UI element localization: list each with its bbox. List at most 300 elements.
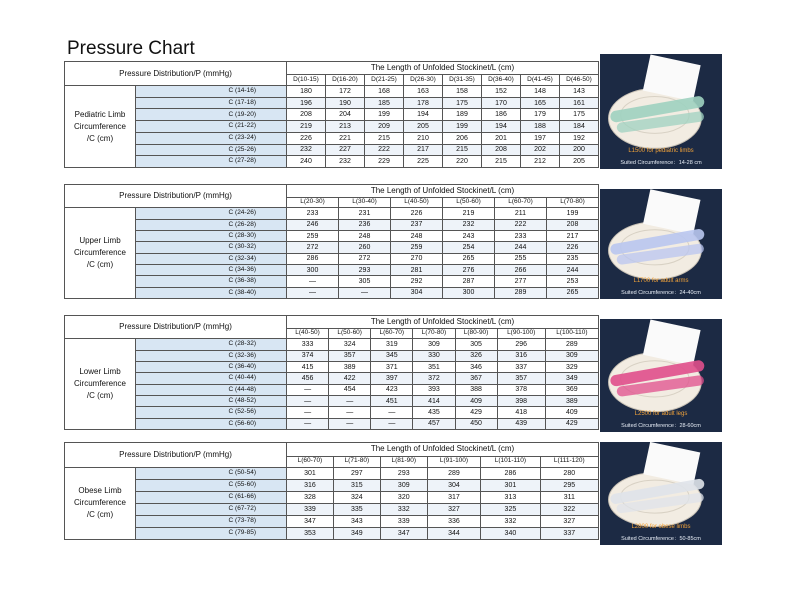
row-label: C (56-60) bbox=[136, 418, 287, 429]
table-cell: — bbox=[287, 395, 329, 406]
table-cell: 143 bbox=[560, 86, 599, 98]
pediatric-stockinet-photo bbox=[600, 54, 722, 169]
table-cell: 345 bbox=[371, 350, 413, 361]
table-cell: 197 bbox=[521, 132, 560, 144]
table-cell: 265 bbox=[443, 253, 495, 264]
column-header: L(50-60) bbox=[329, 328, 371, 339]
table-cell: 217 bbox=[404, 144, 443, 156]
column-header: L(91-100) bbox=[427, 456, 481, 467]
column-header: L(70-80) bbox=[413, 328, 455, 339]
table-cell: 326 bbox=[455, 350, 497, 361]
table-cell: 339 bbox=[287, 503, 334, 515]
table-cell: 300 bbox=[287, 264, 339, 275]
group-label-line: Lower Limb bbox=[79, 367, 121, 377]
page-title: Pressure Chart bbox=[67, 38, 195, 59]
table-cell: 188 bbox=[521, 121, 560, 133]
table-cell: 409 bbox=[455, 395, 497, 406]
table-cell: 289 bbox=[495, 287, 547, 298]
photo-caption: L1500 for pediatric limbs bbox=[628, 148, 694, 154]
table-row bbox=[65, 515, 599, 527]
table-cell: 208 bbox=[287, 109, 326, 121]
suited-circumference-caption: Suited Circumference：24-40cm bbox=[621, 290, 701, 296]
table-cell: 344 bbox=[427, 527, 481, 539]
table-cell: 393 bbox=[413, 384, 455, 395]
table-cell: 398 bbox=[497, 395, 545, 406]
upper-limb-pressure-table bbox=[64, 184, 599, 299]
table-row bbox=[65, 527, 599, 539]
row-label: C (67-72) bbox=[136, 503, 287, 515]
table-cell: 185 bbox=[365, 97, 404, 109]
table-cell: 343 bbox=[333, 515, 380, 527]
table-cell: 292 bbox=[391, 276, 443, 287]
table-cell: 328 bbox=[287, 491, 334, 503]
table-row bbox=[65, 144, 599, 156]
table-cell: 220 bbox=[443, 156, 482, 168]
table-row bbox=[65, 395, 599, 406]
table-cell: — bbox=[287, 384, 329, 395]
table-cell: 232 bbox=[287, 144, 326, 156]
table-cell: 215 bbox=[443, 144, 482, 156]
table-cell: — bbox=[371, 418, 413, 429]
column-header: L(80-90) bbox=[455, 328, 497, 339]
table-cell: 244 bbox=[547, 264, 599, 275]
table-cell: 371 bbox=[371, 362, 413, 373]
table-cell: 248 bbox=[339, 231, 391, 242]
column-header: L(71-80) bbox=[333, 456, 380, 467]
table-cell: 304 bbox=[427, 479, 481, 491]
table-cell: 190 bbox=[326, 97, 365, 109]
group-label-line: Obese Limb bbox=[78, 486, 122, 496]
table-cell: 194 bbox=[482, 121, 521, 133]
column-header: L(40-50) bbox=[391, 197, 443, 208]
table-sub-header: The Length of Unfolded Stockinet/L (cm) bbox=[287, 185, 599, 198]
column-header: D(46-50) bbox=[560, 75, 599, 86]
table-row bbox=[65, 231, 599, 242]
table-row bbox=[65, 253, 599, 264]
table-cell: 235 bbox=[547, 253, 599, 264]
table-cell: 322 bbox=[540, 503, 598, 515]
table-cell: 293 bbox=[380, 467, 427, 479]
table-cell: 317 bbox=[427, 491, 481, 503]
table-cell: 161 bbox=[560, 97, 599, 109]
group-label-line: Upper Limb bbox=[79, 236, 121, 246]
table-cell: 277 bbox=[495, 276, 547, 287]
table-cell: 170 bbox=[482, 97, 521, 109]
table-cell: — bbox=[287, 418, 329, 429]
table-cell: 219 bbox=[287, 121, 326, 133]
table-cell: 199 bbox=[547, 208, 599, 219]
obese-limb-stockinet-photo bbox=[600, 442, 722, 545]
table-cell: 378 bbox=[497, 384, 545, 395]
row-label: C (28-32) bbox=[136, 339, 287, 350]
row-label: C (32-34) bbox=[136, 253, 287, 264]
table-cell: 208 bbox=[482, 144, 521, 156]
table-row bbox=[65, 384, 599, 395]
table-cell: 226 bbox=[287, 132, 326, 144]
table-cell: 388 bbox=[455, 384, 497, 395]
table-cell: 304 bbox=[391, 287, 443, 298]
table-cell: 374 bbox=[287, 350, 329, 361]
group-label bbox=[65, 208, 136, 299]
photo-caption: L2800 for obese limbs bbox=[631, 524, 691, 530]
table-cell: 367 bbox=[455, 373, 497, 384]
column-header: L(100-110) bbox=[545, 328, 598, 339]
table-cell: 219 bbox=[443, 208, 495, 219]
row-label: C (36-40) bbox=[136, 362, 287, 373]
table-cell: 418 bbox=[497, 407, 545, 418]
pediatric-pressure-table bbox=[64, 61, 599, 168]
suited-circumference-caption: Suited Circumference：14-28 cm bbox=[620, 160, 702, 166]
table-row bbox=[65, 418, 599, 429]
column-header: L(60-70) bbox=[495, 197, 547, 208]
table-cell: 357 bbox=[497, 373, 545, 384]
table-cell: 435 bbox=[413, 407, 455, 418]
table-cell: 272 bbox=[339, 253, 391, 264]
table-cell: 319 bbox=[371, 339, 413, 350]
suited-circumference-caption: Suited Circumference：50-85cm bbox=[621, 536, 701, 542]
table-cell: 281 bbox=[391, 264, 443, 275]
table-cell: 175 bbox=[560, 109, 599, 121]
table-cell: 409 bbox=[545, 407, 598, 418]
table-cell: 347 bbox=[380, 527, 427, 539]
column-header: D(16-20) bbox=[326, 75, 365, 86]
table-cell: 178 bbox=[404, 97, 443, 109]
table-row bbox=[65, 132, 599, 144]
table-cell: — bbox=[329, 395, 371, 406]
table-row bbox=[65, 208, 599, 219]
table-cell: 243 bbox=[443, 231, 495, 242]
table-cell: 213 bbox=[326, 121, 365, 133]
table-cell: 211 bbox=[495, 208, 547, 219]
table-cell: 199 bbox=[365, 109, 404, 121]
table-cell: 189 bbox=[443, 109, 482, 121]
table-cell: 199 bbox=[443, 121, 482, 133]
table-cell: 202 bbox=[521, 144, 560, 156]
row-label: C (32-36) bbox=[136, 350, 287, 361]
table-cell: 194 bbox=[404, 109, 443, 121]
column-header: L(111-120) bbox=[540, 456, 598, 467]
table-cell: 296 bbox=[497, 339, 545, 350]
table-row bbox=[65, 503, 599, 515]
table-cell: 233 bbox=[287, 208, 339, 219]
table-cell: 336 bbox=[427, 515, 481, 527]
table-cell: 454 bbox=[329, 384, 371, 395]
table-cell: 337 bbox=[540, 527, 598, 539]
table-cell: 337 bbox=[497, 362, 545, 373]
lower-limb-pressure-table bbox=[64, 315, 599, 430]
group-label-line: /C (cm) bbox=[86, 260, 114, 270]
photo-caption: L2500 for adult legs bbox=[634, 411, 688, 417]
table-cell: 259 bbox=[287, 231, 339, 242]
table-row bbox=[65, 287, 599, 298]
row-label: C (26-28) bbox=[136, 219, 287, 230]
table-cell: 353 bbox=[287, 527, 334, 539]
table-cell: 222 bbox=[365, 144, 404, 156]
table-cell: 280 bbox=[540, 467, 598, 479]
column-header: D(41-45) bbox=[521, 75, 560, 86]
table-cell: — bbox=[287, 276, 339, 287]
column-header: D(31-35) bbox=[443, 75, 482, 86]
table-cell: 196 bbox=[287, 97, 326, 109]
table-cell: 324 bbox=[329, 339, 371, 350]
table-cell: 208 bbox=[547, 219, 599, 230]
row-label: C (48-52) bbox=[136, 395, 287, 406]
table-cell: 215 bbox=[482, 156, 521, 168]
table-cell: 309 bbox=[380, 479, 427, 491]
table-cell: 293 bbox=[339, 264, 391, 275]
table-cell: 226 bbox=[547, 242, 599, 253]
table-cell: 305 bbox=[339, 276, 391, 287]
table-cell: 311 bbox=[540, 491, 598, 503]
table-row bbox=[65, 264, 599, 275]
table-cell: 179 bbox=[521, 109, 560, 121]
column-header: L(60-70) bbox=[287, 456, 334, 467]
table-cell: 286 bbox=[287, 253, 339, 264]
table-cell: 450 bbox=[455, 418, 497, 429]
table-cell: 260 bbox=[339, 242, 391, 253]
table-cell: 165 bbox=[521, 97, 560, 109]
table-cell: 152 bbox=[482, 86, 521, 98]
table-cell: 456 bbox=[287, 373, 329, 384]
table-cell: 205 bbox=[404, 121, 443, 133]
table-row bbox=[65, 467, 599, 479]
table-cell: 349 bbox=[545, 373, 598, 384]
table-cell: 254 bbox=[443, 242, 495, 253]
table-cell: 339 bbox=[380, 515, 427, 527]
table-cell: 259 bbox=[391, 242, 443, 253]
table-row bbox=[65, 407, 599, 418]
table-cell: 163 bbox=[404, 86, 443, 98]
group-label-line: Circumference bbox=[73, 121, 126, 131]
table-cell: 439 bbox=[497, 418, 545, 429]
table-cell: 347 bbox=[287, 515, 334, 527]
table-cell: 309 bbox=[545, 350, 598, 361]
table-sub-header: The Length of Unfolded Stockinet/L (cm) bbox=[287, 62, 599, 75]
table-cell: 210 bbox=[404, 132, 443, 144]
table-cell: — bbox=[329, 418, 371, 429]
table-cell: 225 bbox=[404, 156, 443, 168]
row-label: C (79-85) bbox=[136, 527, 287, 539]
table-cell: 422 bbox=[329, 373, 371, 384]
table-cell: 351 bbox=[413, 362, 455, 373]
table-cell: 289 bbox=[427, 467, 481, 479]
table-cell: 168 bbox=[365, 86, 404, 98]
table-row bbox=[65, 156, 599, 168]
table-cell: 330 bbox=[413, 350, 455, 361]
table-cell: 192 bbox=[560, 132, 599, 144]
table-cell: 172 bbox=[326, 86, 365, 98]
row-label: C (52-56) bbox=[136, 407, 287, 418]
table-cell: 276 bbox=[443, 264, 495, 275]
table-cell: — bbox=[287, 407, 329, 418]
column-header: D(21-25) bbox=[365, 75, 404, 86]
row-label: C (30-32) bbox=[136, 242, 287, 253]
table-cell: 372 bbox=[413, 373, 455, 384]
table-row bbox=[65, 242, 599, 253]
table-cell: 389 bbox=[545, 395, 598, 406]
group-label-line: /C (cm) bbox=[86, 391, 114, 401]
table-cell: 232 bbox=[443, 219, 495, 230]
table-cell: — bbox=[329, 407, 371, 418]
table-cell: 397 bbox=[371, 373, 413, 384]
table-cell: 186 bbox=[482, 109, 521, 121]
table-cell: 415 bbox=[287, 362, 329, 373]
suited-circumference-caption: Suited Circumference：28-60cm bbox=[621, 423, 701, 429]
column-header: D(10-15) bbox=[287, 75, 326, 86]
table-cell: 229 bbox=[365, 156, 404, 168]
table-cell: 206 bbox=[443, 132, 482, 144]
table-cell: 215 bbox=[365, 132, 404, 144]
group-label-line: /C (cm) bbox=[86, 510, 114, 520]
row-label: C (25-26) bbox=[136, 144, 287, 156]
table-cell: 221 bbox=[326, 132, 365, 144]
table-cell: 253 bbox=[547, 276, 599, 287]
table-cell: 315 bbox=[333, 479, 380, 491]
table-cell: 272 bbox=[287, 242, 339, 253]
column-header: L(60-70) bbox=[371, 328, 413, 339]
table-sub-header: The Length of Unfolded Stockinet/L (cm) bbox=[287, 316, 599, 329]
row-label: C (44-48) bbox=[136, 384, 287, 395]
table-cell: 335 bbox=[333, 503, 380, 515]
table-cell: 240 bbox=[287, 156, 326, 168]
table-cell: 300 bbox=[443, 287, 495, 298]
table-cell: 333 bbox=[287, 339, 329, 350]
row-label: C (14-16) bbox=[136, 86, 287, 98]
row-label: C (36-38) bbox=[136, 276, 287, 287]
table-cell: 301 bbox=[481, 479, 540, 491]
table-cell: 180 bbox=[287, 86, 326, 98]
group-label-line: Circumference bbox=[73, 248, 126, 258]
table-row bbox=[65, 491, 599, 503]
table-row bbox=[65, 373, 599, 384]
table-cell: 232 bbox=[326, 156, 365, 168]
column-header: L(101-110) bbox=[481, 456, 540, 467]
table-cell: 349 bbox=[333, 527, 380, 539]
table-cell: 316 bbox=[497, 350, 545, 361]
table-cell: 313 bbox=[481, 491, 540, 503]
table-cell: 227 bbox=[326, 144, 365, 156]
table-row bbox=[65, 219, 599, 230]
table-cell: 205 bbox=[560, 156, 599, 168]
column-header: L(81-90) bbox=[380, 456, 427, 467]
table-cell: 325 bbox=[481, 503, 540, 515]
group-label bbox=[65, 86, 136, 168]
table-header-label: Pressure Distribution/P (mmHg) bbox=[65, 62, 287, 86]
table-cell: — bbox=[371, 407, 413, 418]
group-label-line: /C (cm) bbox=[86, 133, 114, 143]
table-row bbox=[65, 86, 599, 98]
table-cell: 209 bbox=[365, 121, 404, 133]
table-cell: 324 bbox=[333, 491, 380, 503]
table-row bbox=[65, 97, 599, 109]
table-header-label: Pressure Distribution/P (mmHg) bbox=[65, 316, 287, 339]
column-header: L(70-80) bbox=[547, 197, 599, 208]
table-cell: 429 bbox=[455, 407, 497, 418]
group-label bbox=[65, 339, 136, 430]
row-label: C (61-66) bbox=[136, 491, 287, 503]
row-label: C (40-44) bbox=[136, 373, 287, 384]
table-cell: 451 bbox=[371, 395, 413, 406]
table-cell: 201 bbox=[482, 132, 521, 144]
table-row bbox=[65, 121, 599, 133]
column-header: L(50-60) bbox=[443, 197, 495, 208]
table-cell: 389 bbox=[329, 362, 371, 373]
table-cell: 289 bbox=[545, 339, 598, 350]
row-label: C (19-20) bbox=[136, 109, 287, 121]
table-cell: 255 bbox=[495, 253, 547, 264]
table-cell: 212 bbox=[521, 156, 560, 168]
table-cell: 287 bbox=[443, 276, 495, 287]
row-label: C (55-60) bbox=[136, 479, 287, 491]
group-label-line: Pediatric Limb bbox=[74, 109, 126, 119]
table-cell: 429 bbox=[545, 418, 598, 429]
table-cell: 217 bbox=[547, 231, 599, 242]
table-cell: 329 bbox=[545, 362, 598, 373]
row-label: C (27-28) bbox=[136, 156, 287, 168]
column-header: L(20-30) bbox=[287, 197, 339, 208]
table-cell: 332 bbox=[481, 515, 540, 527]
table-cell: 305 bbox=[455, 339, 497, 350]
table-cell: 327 bbox=[540, 515, 598, 527]
table-cell: 309 bbox=[413, 339, 455, 350]
photo-caption: L1700 for adult arms bbox=[633, 278, 689, 284]
table-cell: 233 bbox=[495, 231, 547, 242]
row-label: C (34-36) bbox=[136, 264, 287, 275]
row-label: C (17-18) bbox=[136, 97, 287, 109]
row-label: C (21-22) bbox=[136, 121, 287, 133]
table-cell: 340 bbox=[481, 527, 540, 539]
table-cell: 332 bbox=[380, 503, 427, 515]
table-row bbox=[65, 276, 599, 287]
table-cell: 270 bbox=[391, 253, 443, 264]
table-cell: 327 bbox=[427, 503, 481, 515]
table-cell: 204 bbox=[326, 109, 365, 121]
table-cell: 346 bbox=[455, 362, 497, 373]
table-cell: 286 bbox=[481, 467, 540, 479]
table-cell: 295 bbox=[540, 479, 598, 491]
table-cell: — bbox=[339, 287, 391, 298]
column-header: L(30-40) bbox=[339, 197, 391, 208]
table-cell: 231 bbox=[339, 208, 391, 219]
adult-leg-stockinet-photo bbox=[600, 319, 722, 432]
table-row bbox=[65, 479, 599, 491]
column-header: D(26-30) bbox=[404, 75, 443, 86]
table-cell: 248 bbox=[391, 231, 443, 242]
row-label: C (24-26) bbox=[136, 208, 287, 219]
table-cell: 237 bbox=[391, 219, 443, 230]
table-cell: 226 bbox=[391, 208, 443, 219]
table-cell: 423 bbox=[371, 384, 413, 395]
table-row bbox=[65, 350, 599, 361]
table-cell: 200 bbox=[560, 144, 599, 156]
adult-arm-stockinet-photo bbox=[600, 189, 722, 299]
group-label-line: Circumference bbox=[73, 498, 126, 508]
table-cell: 244 bbox=[495, 242, 547, 253]
row-label: C (23-24) bbox=[136, 132, 287, 144]
table-cell: 301 bbox=[287, 467, 334, 479]
table-row bbox=[65, 109, 599, 121]
table-cell: 265 bbox=[547, 287, 599, 298]
column-header: L(40-50) bbox=[287, 328, 329, 339]
table-cell: 316 bbox=[287, 479, 334, 491]
column-header: D(36-40) bbox=[482, 75, 521, 86]
row-label: C (50-54) bbox=[136, 467, 287, 479]
table-header-label: Pressure Distribution/P (mmHg) bbox=[65, 185, 287, 208]
table-cell: 266 bbox=[495, 264, 547, 275]
table-cell: 457 bbox=[413, 418, 455, 429]
row-label: C (38-40) bbox=[136, 287, 287, 298]
group-label bbox=[65, 467, 136, 539]
